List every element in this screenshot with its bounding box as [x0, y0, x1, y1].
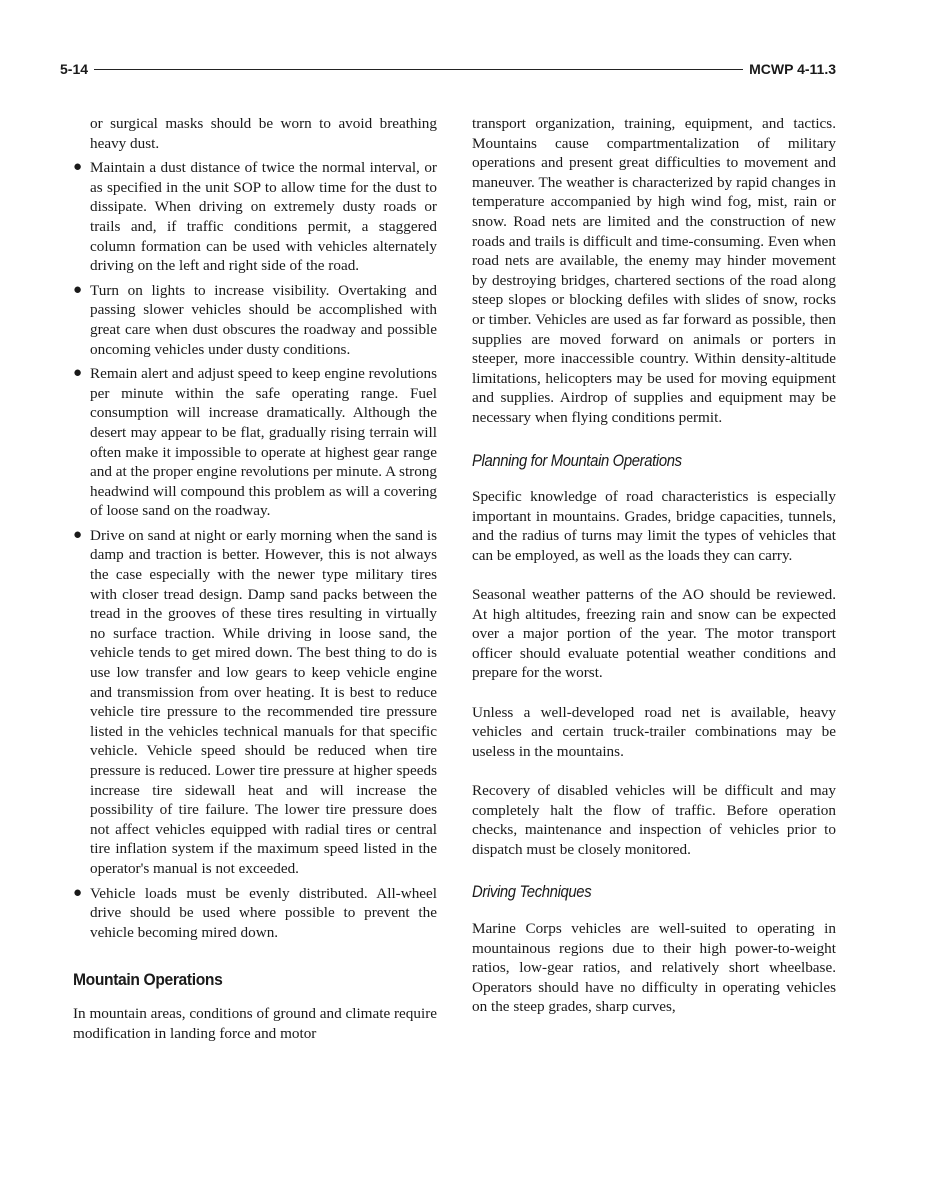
document-id: MCWP 4-11.3 — [749, 61, 836, 77]
bullet-icon: ● — [73, 884, 83, 901]
header-rule — [94, 69, 743, 70]
bullet-icon: ● — [73, 281, 83, 298]
bullet-icon: ● — [73, 365, 83, 382]
subheading-driving-techniques: Driving Techniques — [472, 883, 592, 902]
bullet-icon: ● — [73, 526, 83, 543]
continuation-text: or surgical masks should be worn to avoid breathing heavy dust. — [90, 115, 437, 152]
subheading-planning: Planning for Mountain Operations — [472, 451, 682, 470]
paragraph: Seasonal weather patterns of the AO should be reviewed. At high altitudes, freezing rain and snow can be expected over a major portion of the year. The motor transport officer should evaluate potential weather conditions and prepare for the worst. — [472, 586, 836, 682]
left-column — [73, 114, 437, 1063]
paragraph: Specific knowledge of road characteristics is especially important in mountains. Grades, bridge capacities, tunnels, and the radius of turns may limit the types of vehicles that can be employed, as well as the loads they can carry. — [472, 488, 836, 564]
right-column — [472, 114, 836, 1037]
bullet-item — [73, 526, 437, 879]
paragraph: transport organization, training, equipment, and tactics. Mountains cause compartmentalization of military operations and present great difficulties to movement and maneuver. The weather is characterized by rapid changes in temperature accompanied by high wind fog, mist, rain or snow. Road nets are limited and the construction of new roads and trails is difficult and time-consuming. Even when road nets are available, the enemy may hinder movement by destroying bridges, chartered sections of the road along steep slopes or blocking defiles with slides of snow, rocks or timber. Vehicles are used as far forward as possible, then supplies are moved forward on animals or porters in steeper, more inaccessible country. Within density-altitude limitations, helicopters may be used for moving equipment and supplies. Airdrop of supplies and equipment may be necessary when flying conditions permit. — [472, 115, 836, 426]
paragraph: Recovery of disabled vehicles will be difficult and may completely halt the flow of traffic. Before operation checks, maintenance and inspection of vehicles prior to dispatch must be closely monitored. — [472, 782, 836, 858]
paragraph: Marine Corps vehicles are well-suited to operating in mountainous regions due to their high power-to-weight ratios, low-gear ratios, and relatively short wheelbase. Operators should have no difficulty in operating vehicles on the steep grades, sharp curves, — [472, 919, 836, 1016]
bullet-text: Turn on lights to increase visibility. Overtaking and passing slower vehicles should be accomplished with great care when dust obscures the roadway and possible oncoming vehicles under dusty conditions. — [90, 281, 437, 358]
paragraph: In mountain areas, conditions of ground and climate require modification in landing force and motor — [73, 1004, 437, 1042]
bullet-item — [73, 281, 437, 359]
bullet-item — [73, 884, 437, 943]
bullet-text: Vehicle loads must be evenly distributed. All-wheel drive should be used where possible to prevent the vehicle becoming mired down. — [90, 884, 437, 941]
page-number: 5-14 — [60, 61, 89, 77]
bullet-text: Drive on sand at night or early morning when the sand is damp and traction is better. However, this is not always the case especially with the newer type military tires with closer tread design. Damp sand packs between the tread in the grooves of these tires resulting in virtually no surface traction. While driving in loose sand, the vehicle tends to get mired down. The best thing to do is use low transfer and low gears to keep vehicle engine and transmission from over heating. It is best to reduce vehicle tire pressure to the recommended tire pressure listed in the vehicles technical manuals for that specific vehicle. Vehicle speed should be reduced when tire pressure is reduced. Lower tire pressure at higher speeds increase tire sidewall heat and will increase the possibility of tire failure. The lower tire pressure does not affect vehicles equipped with radial tires or central tire inflation system if the maximum speed listed in the operator's manual is not exceeded. — [90, 526, 437, 877]
section-heading-mountain-operations: Mountain Operations — [73, 970, 223, 990]
bullet-item — [73, 158, 437, 276]
bullet-text: Maintain a dust distance of twice the normal interval, or as specified in the unit SOP to allow time for the dust to dissipate. When driving on extremely dusty roads or trails and, if traffic conditions permit, a staggered column formation can be used with vehicles alternately driving on the left and right side of the road. — [90, 159, 437, 275]
page-header — [60, 59, 836, 79]
bullet-text: Remain alert and adjust speed to keep engine revolutions per minute within the safe operating range. Fuel consumption will increase dramatically. Although the desert may appear to be flat, gradually rising terrain will often make it impossible to operate at highest gear range and at the proper engine revolutions per minute. A strong headwind will compound this problem as will a covering of loose sand on the roadway. — [90, 365, 437, 520]
paragraph: Unless a well-developed road net is available, heavy vehicles and certain truck-trailer combinations may be useless in the mountains. — [472, 703, 836, 760]
bullet-item — [73, 364, 437, 521]
bullet-icon: ● — [73, 159, 83, 176]
